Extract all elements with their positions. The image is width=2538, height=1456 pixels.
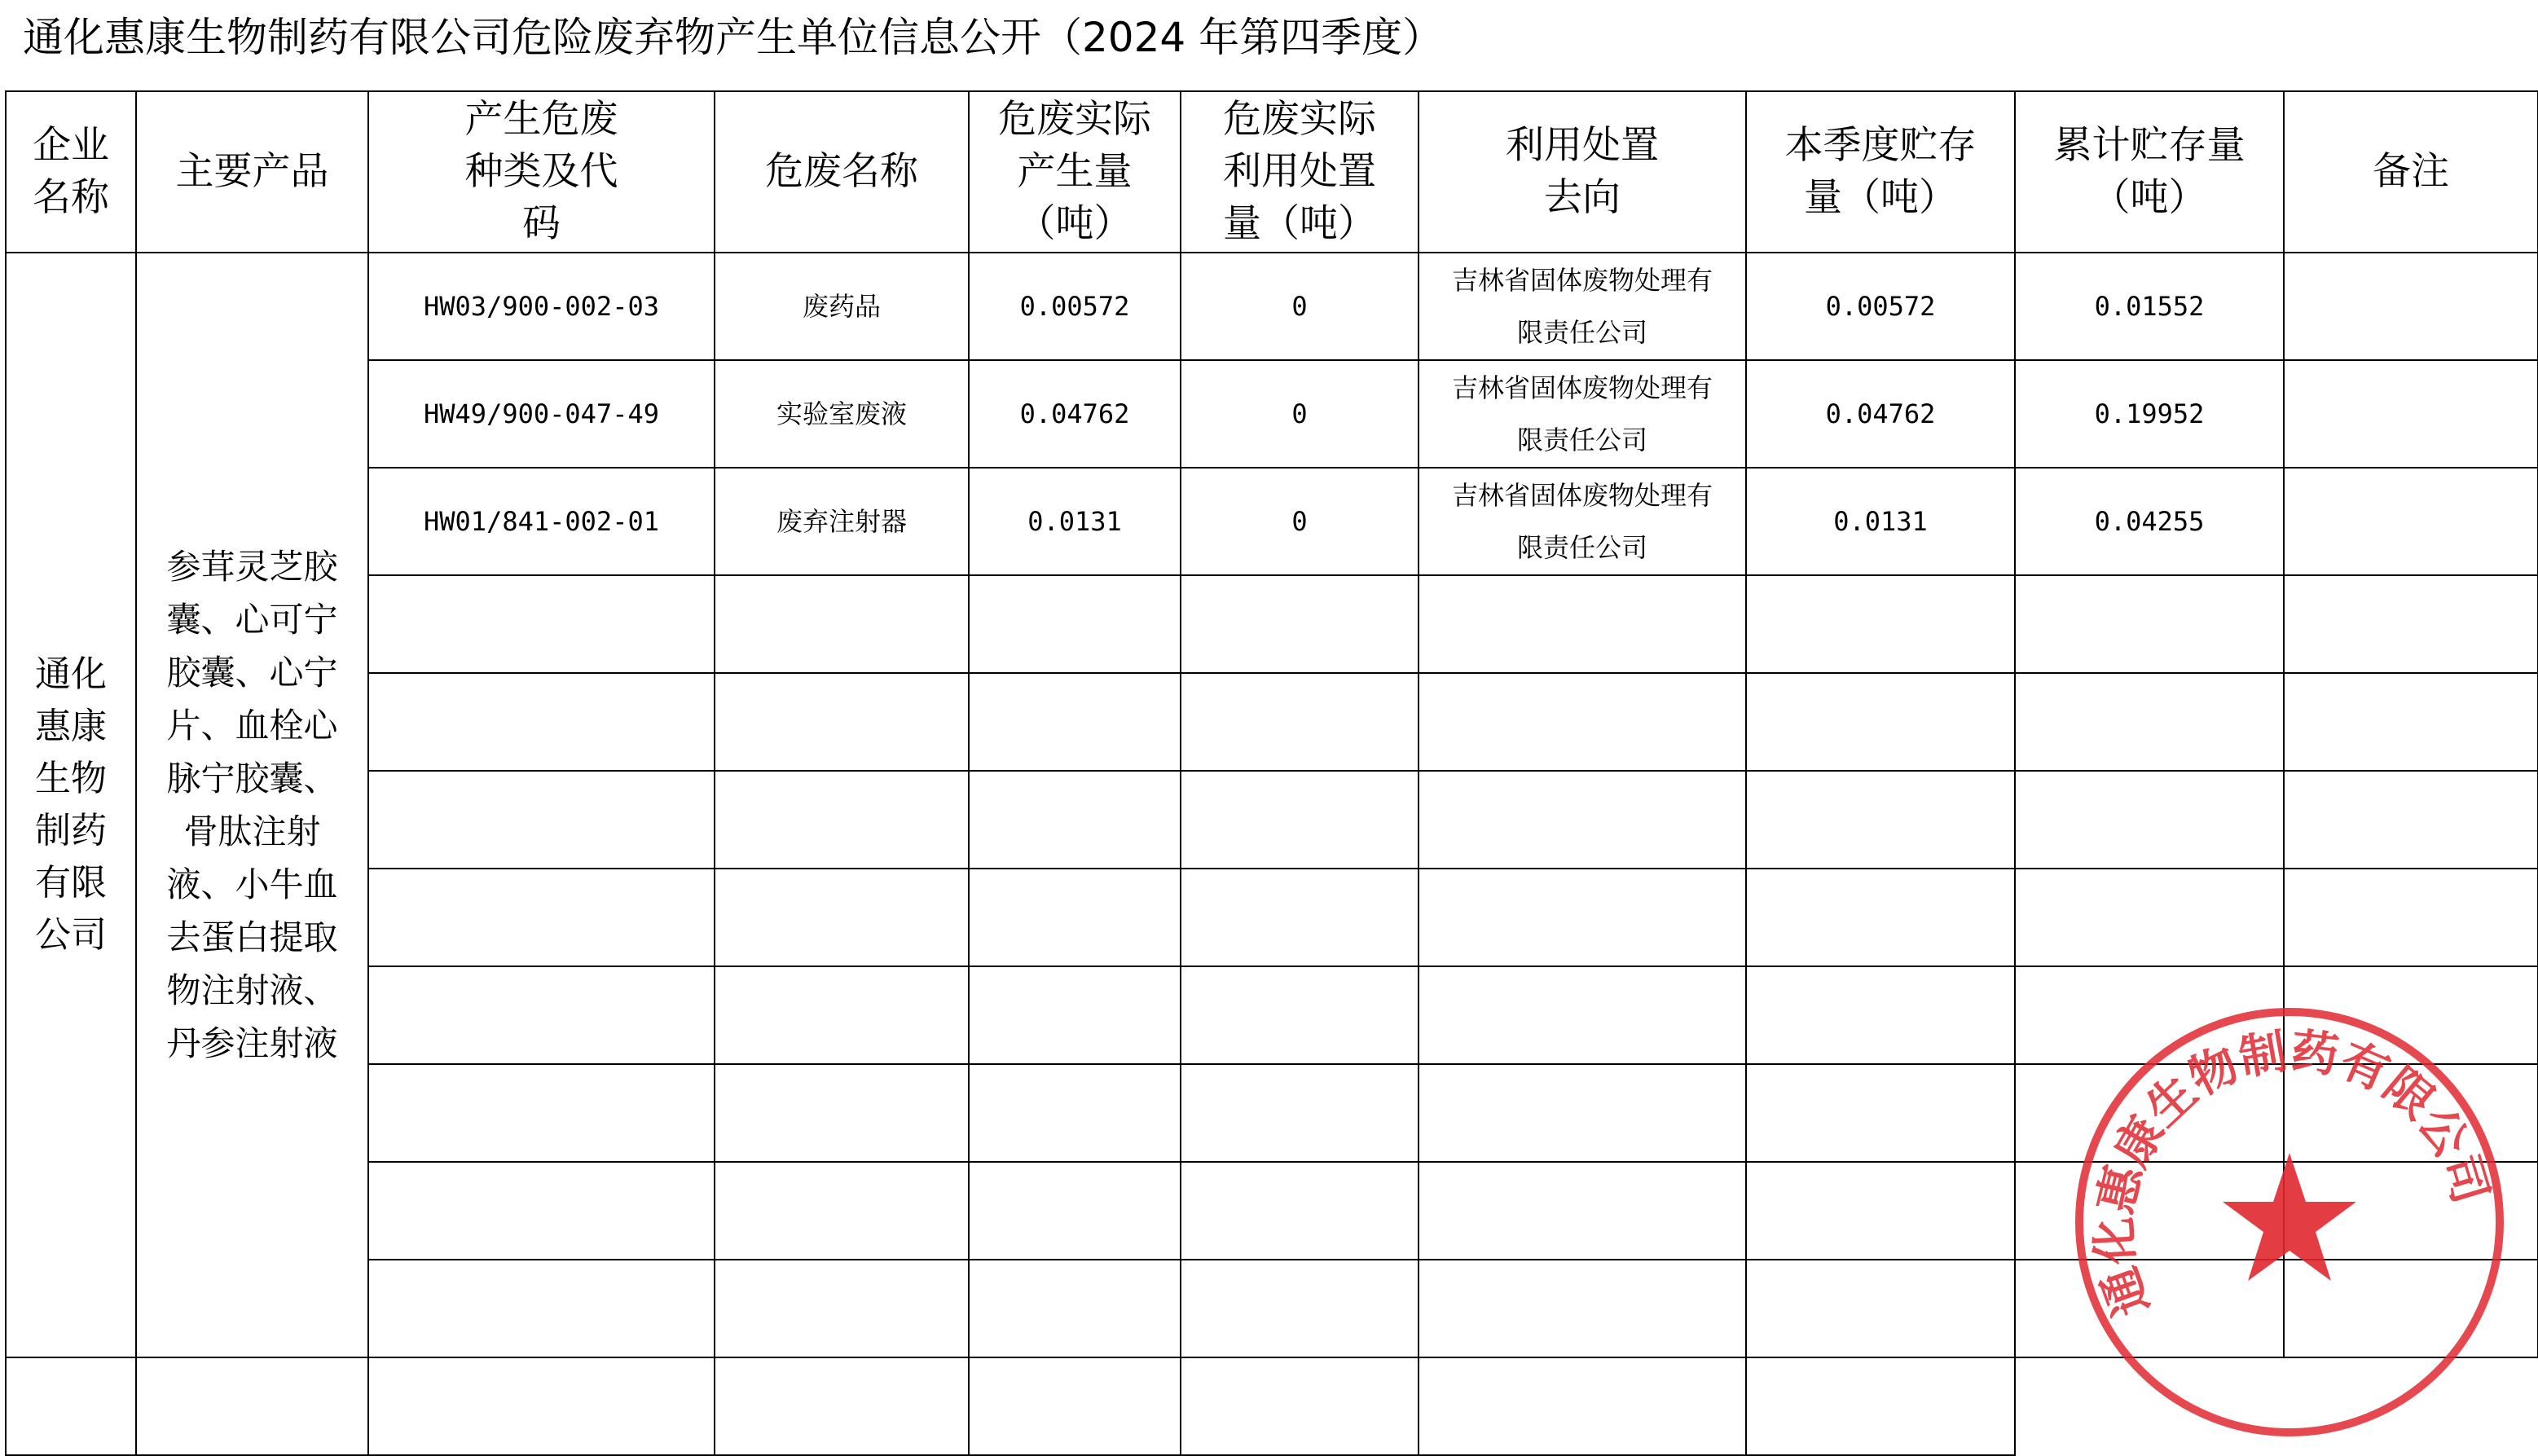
company-seal	[2070, 1002, 2509, 1442]
empty-cell	[2015, 673, 2284, 771]
empty-cell	[1181, 1357, 1419, 1455]
seal-star-icon	[2223, 1153, 2356, 1281]
header-produced-label: 危废实际产生量（吨）	[998, 97, 1151, 246]
header-waste-code-label: 产生危废种类及代码	[464, 97, 618, 246]
empty-cell	[1181, 771, 1419, 869]
disposed-amount: 0	[1181, 360, 1419, 468]
empty-cell	[368, 1064, 715, 1162]
empty-cell	[969, 575, 1181, 673]
empty-cell	[2284, 771, 2538, 869]
empty-cell	[969, 1064, 1181, 1162]
empty-cell	[1746, 1260, 2015, 1357]
waste-code: HW01/841-002-01	[368, 468, 715, 575]
empty-cell	[1746, 575, 2015, 673]
empty-cell	[969, 966, 1181, 1064]
empty-cell	[1181, 1162, 1419, 1260]
waste-name: 废弃注射器	[715, 468, 969, 575]
disposal-destination	[1419, 468, 1746, 575]
remark	[2284, 253, 2538, 360]
empty-cell	[368, 771, 715, 869]
header-waste-code	[368, 91, 715, 253]
disposed-amount: 0	[1181, 253, 1419, 360]
header-total-storage	[2015, 91, 2284, 253]
header-disposed-label: 危废实际利用处置量（吨）	[1223, 97, 1376, 246]
empty-cell	[2284, 869, 2538, 966]
empty-cell	[715, 673, 969, 771]
empty-cell	[368, 966, 715, 1064]
header-produced	[969, 91, 1181, 253]
empty-cell	[1419, 869, 1746, 966]
empty-cell	[1746, 771, 2015, 869]
empty-cell	[136, 1357, 368, 1455]
empty-cell	[715, 1064, 969, 1162]
empty-cell	[2015, 771, 2284, 869]
empty-cell	[1181, 1260, 1419, 1357]
empty-cell	[1419, 771, 1746, 869]
empty-cell	[1181, 575, 1419, 673]
empty-cell	[1746, 1357, 2015, 1455]
empty-cell	[2284, 673, 2538, 771]
empty-cell	[715, 966, 969, 1064]
total-storage: 0.19952	[2015, 360, 2284, 468]
remark	[2284, 360, 2538, 468]
disposal-destination-text: 吉林省固体废物处理有限责任公司	[1451, 372, 1713, 455]
empty-cell	[1746, 966, 2015, 1064]
disposal-destination	[1419, 360, 1746, 468]
empty-row	[6, 771, 2538, 869]
empty-cell	[715, 1357, 969, 1455]
header-waste-name: 危废名称	[715, 91, 969, 253]
header-products: 主要产品	[136, 91, 368, 253]
empty-cell	[969, 673, 1181, 771]
empty-cell	[1419, 575, 1746, 673]
empty-cell	[1181, 1064, 1419, 1162]
empty-row	[6, 869, 2538, 966]
table-row	[6, 468, 2538, 575]
empty-cell	[1419, 1260, 1746, 1357]
empty-cell	[368, 869, 715, 966]
remark	[2284, 468, 2538, 575]
empty-cell	[969, 1162, 1181, 1260]
waste-code: HW49/900-047-49	[368, 360, 715, 468]
produced-amount: 0.04762	[969, 360, 1181, 468]
empty-cell	[969, 1357, 1181, 1455]
total-storage: 0.04255	[2015, 468, 2284, 575]
header-company-label: 企业名称	[33, 123, 109, 220]
empty-cell	[1181, 869, 1419, 966]
header-quarter-storage	[1746, 91, 2015, 253]
company-name: 通化惠康生物制药有限公司	[35, 653, 107, 956]
waste-name: 废药品	[715, 253, 969, 360]
quarter-storage: 0.04762	[1746, 360, 2015, 468]
quarter-storage: 0.00572	[1746, 253, 2015, 360]
empty-cell	[368, 1162, 715, 1260]
empty-cell	[1181, 966, 1419, 1064]
empty-row	[6, 673, 2538, 771]
waste-name: 实验室废液	[715, 360, 969, 468]
empty-cell	[1419, 1357, 1746, 1455]
empty-cell	[1181, 673, 1419, 771]
empty-cell	[368, 673, 715, 771]
quarter-storage: 0.0131	[1746, 468, 2015, 575]
empty-cell	[715, 1162, 969, 1260]
header-destination	[1419, 91, 1746, 253]
empty-cell	[715, 771, 969, 869]
disposal-destination-text: 吉林省固体废物处理有限责任公司	[1451, 480, 1713, 563]
seal-text: 通化惠康生物制药有限公司	[2086, 1023, 2500, 1324]
empty-cell	[969, 1260, 1181, 1357]
empty-cell	[715, 575, 969, 673]
empty-cell	[1746, 1064, 2015, 1162]
header-quarter-storage-label: 本季度贮存量（吨）	[1784, 123, 1977, 220]
empty-cell	[1746, 869, 2015, 966]
empty-cell	[1419, 966, 1746, 1064]
company-name-cell	[6, 253, 136, 1357]
empty-cell	[2015, 575, 2284, 673]
disposal-destination	[1419, 253, 1746, 360]
empty-cell	[969, 869, 1181, 966]
empty-cell	[2284, 575, 2538, 673]
table-row	[6, 360, 2538, 468]
header-destination-label: 利用处置去向	[1506, 123, 1659, 220]
header-disposed	[1181, 91, 1419, 253]
page-title: 通化惠康生物制药有限公司危险废弃物产生单位信息公开（2024 年第四季度）	[23, 14, 1444, 61]
waste-code: HW03/900-002-03	[368, 253, 715, 360]
empty-cell	[1419, 1064, 1746, 1162]
total-storage: 0.01552	[2015, 253, 2284, 360]
disposal-destination-text: 吉林省固体废物处理有限责任公司	[1451, 265, 1713, 348]
header-company	[6, 91, 136, 253]
empty-cell	[969, 771, 1181, 869]
empty-cell	[368, 1260, 715, 1357]
empty-cell	[1419, 1162, 1746, 1260]
empty-cell	[1419, 673, 1746, 771]
disposed-amount: 0	[1181, 468, 1419, 575]
produced-amount: 0.0131	[969, 468, 1181, 575]
header-remark: 备注	[2284, 91, 2538, 253]
empty-cell	[715, 869, 969, 966]
empty-cell	[6, 1357, 136, 1455]
empty-cell	[368, 575, 715, 673]
empty-cell	[1746, 673, 2015, 771]
header-row	[6, 91, 2538, 253]
empty-cell	[715, 1260, 969, 1357]
products-text: 参茸灵芝胶囊、心可宁胶囊、心宁片、血栓心脉宁胶囊、骨肽注射液、小牛血去蛋白提取物注射液、丹参注射液	[166, 547, 338, 1063]
empty-cell	[368, 1357, 715, 1455]
empty-cell	[2015, 869, 2284, 966]
header-total-storage-label: 累计贮存量（吨）	[2053, 123, 2245, 220]
empty-cell	[1746, 1162, 2015, 1260]
products-cell	[136, 253, 368, 1357]
produced-amount: 0.00572	[969, 253, 1181, 360]
empty-row	[6, 575, 2538, 673]
table-row	[6, 253, 2538, 360]
